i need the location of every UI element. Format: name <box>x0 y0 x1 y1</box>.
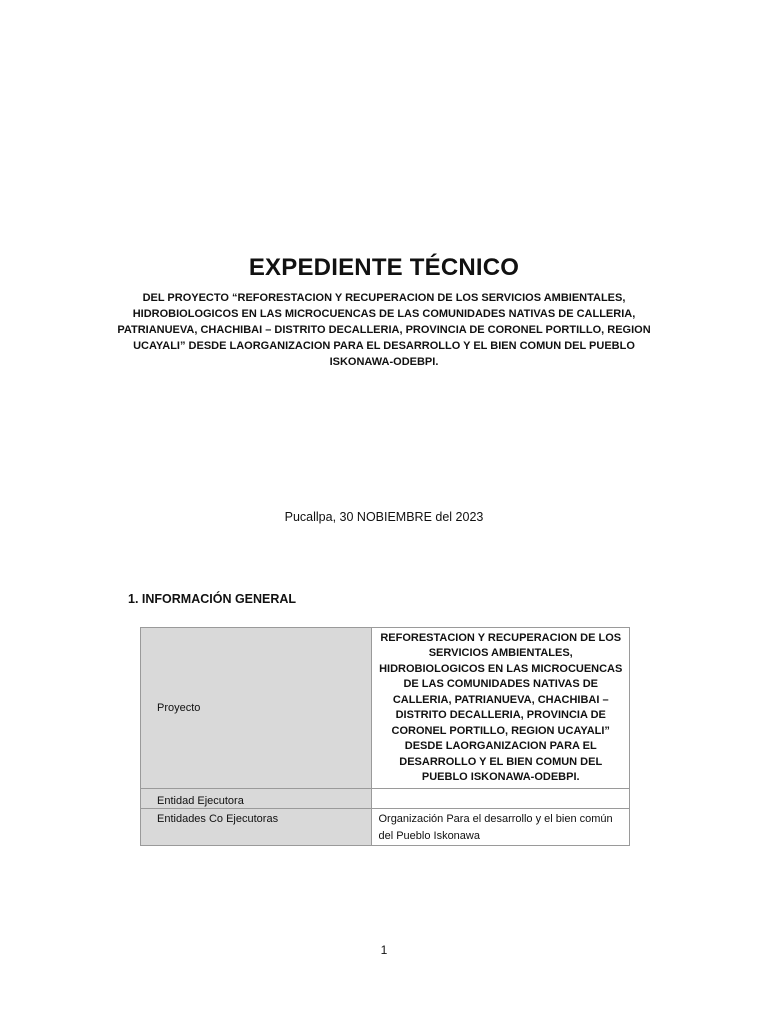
document-title: EXPEDIENTE TÉCNICO <box>248 254 520 281</box>
table-label-cell: Entidades Co Ejecutoras <box>141 809 372 846</box>
section-heading-general-info: 1. INFORMACIÓN GENERAL <box>128 592 297 606</box>
table-row <box>141 628 630 789</box>
general-info-table <box>140 627 630 846</box>
table-row <box>141 809 630 846</box>
page-number: 1 <box>380 943 388 957</box>
table-row <box>141 789 630 809</box>
document-subtitle: DEL PROYECTO “REFORESTACION Y RECUPERACION DE LOS SERVICIOS AMBIENTALES, HIDROBIOLOGICOS EN LAS MICROCUENCAS DE LAS COMUNIDADES NATIVAS DE CALLERIA, PATRIANUEVA, CHACHIBAI – DISTRITO DECALLERIA, PROVINCIA DE CORONEL PORTILLO, REGION UCAYALI” DESDE LAORGANIZACION PARA EL DESARROLLO Y EL BIEN COMUN DEL PUEBLO ISKONAWA-ODEBPI. <box>117 292 651 368</box>
table-value-cell <box>372 789 630 809</box>
table-value-cell <box>372 628 630 789</box>
project-name-value: REFORESTACION Y RECUPERACION DE LOS SERVICIOS AMBIENTALES, HIDROBIOLOGICOS EN LAS MICROCUENCAS DE LAS COMUNIDADES NATIVAS DE CALLERIA, PATRIANUEVA, CHACHIBAI – DISTRITO DECALLERIA, PROVINCIA DE CORONEL PORTILLO, REGION UCAYALI” DESDE LAORGANIZACION PARA EL DESARROLLO Y EL BIEN COMUN DEL PUEBLO ISKONAWA-ODEBPI. <box>379 631 623 783</box>
co-executors-value: Organización Para el desarrollo y el bien común del Pueblo Iskonawa <box>378 813 613 842</box>
table-label-cell: Entidad Ejecutora <box>141 789 372 809</box>
table-label-cell: Proyecto <box>141 628 372 789</box>
document-date: Pucallpa, 30 NOBIEMBRE del 2023 <box>284 510 484 524</box>
table-value-cell <box>372 809 630 846</box>
